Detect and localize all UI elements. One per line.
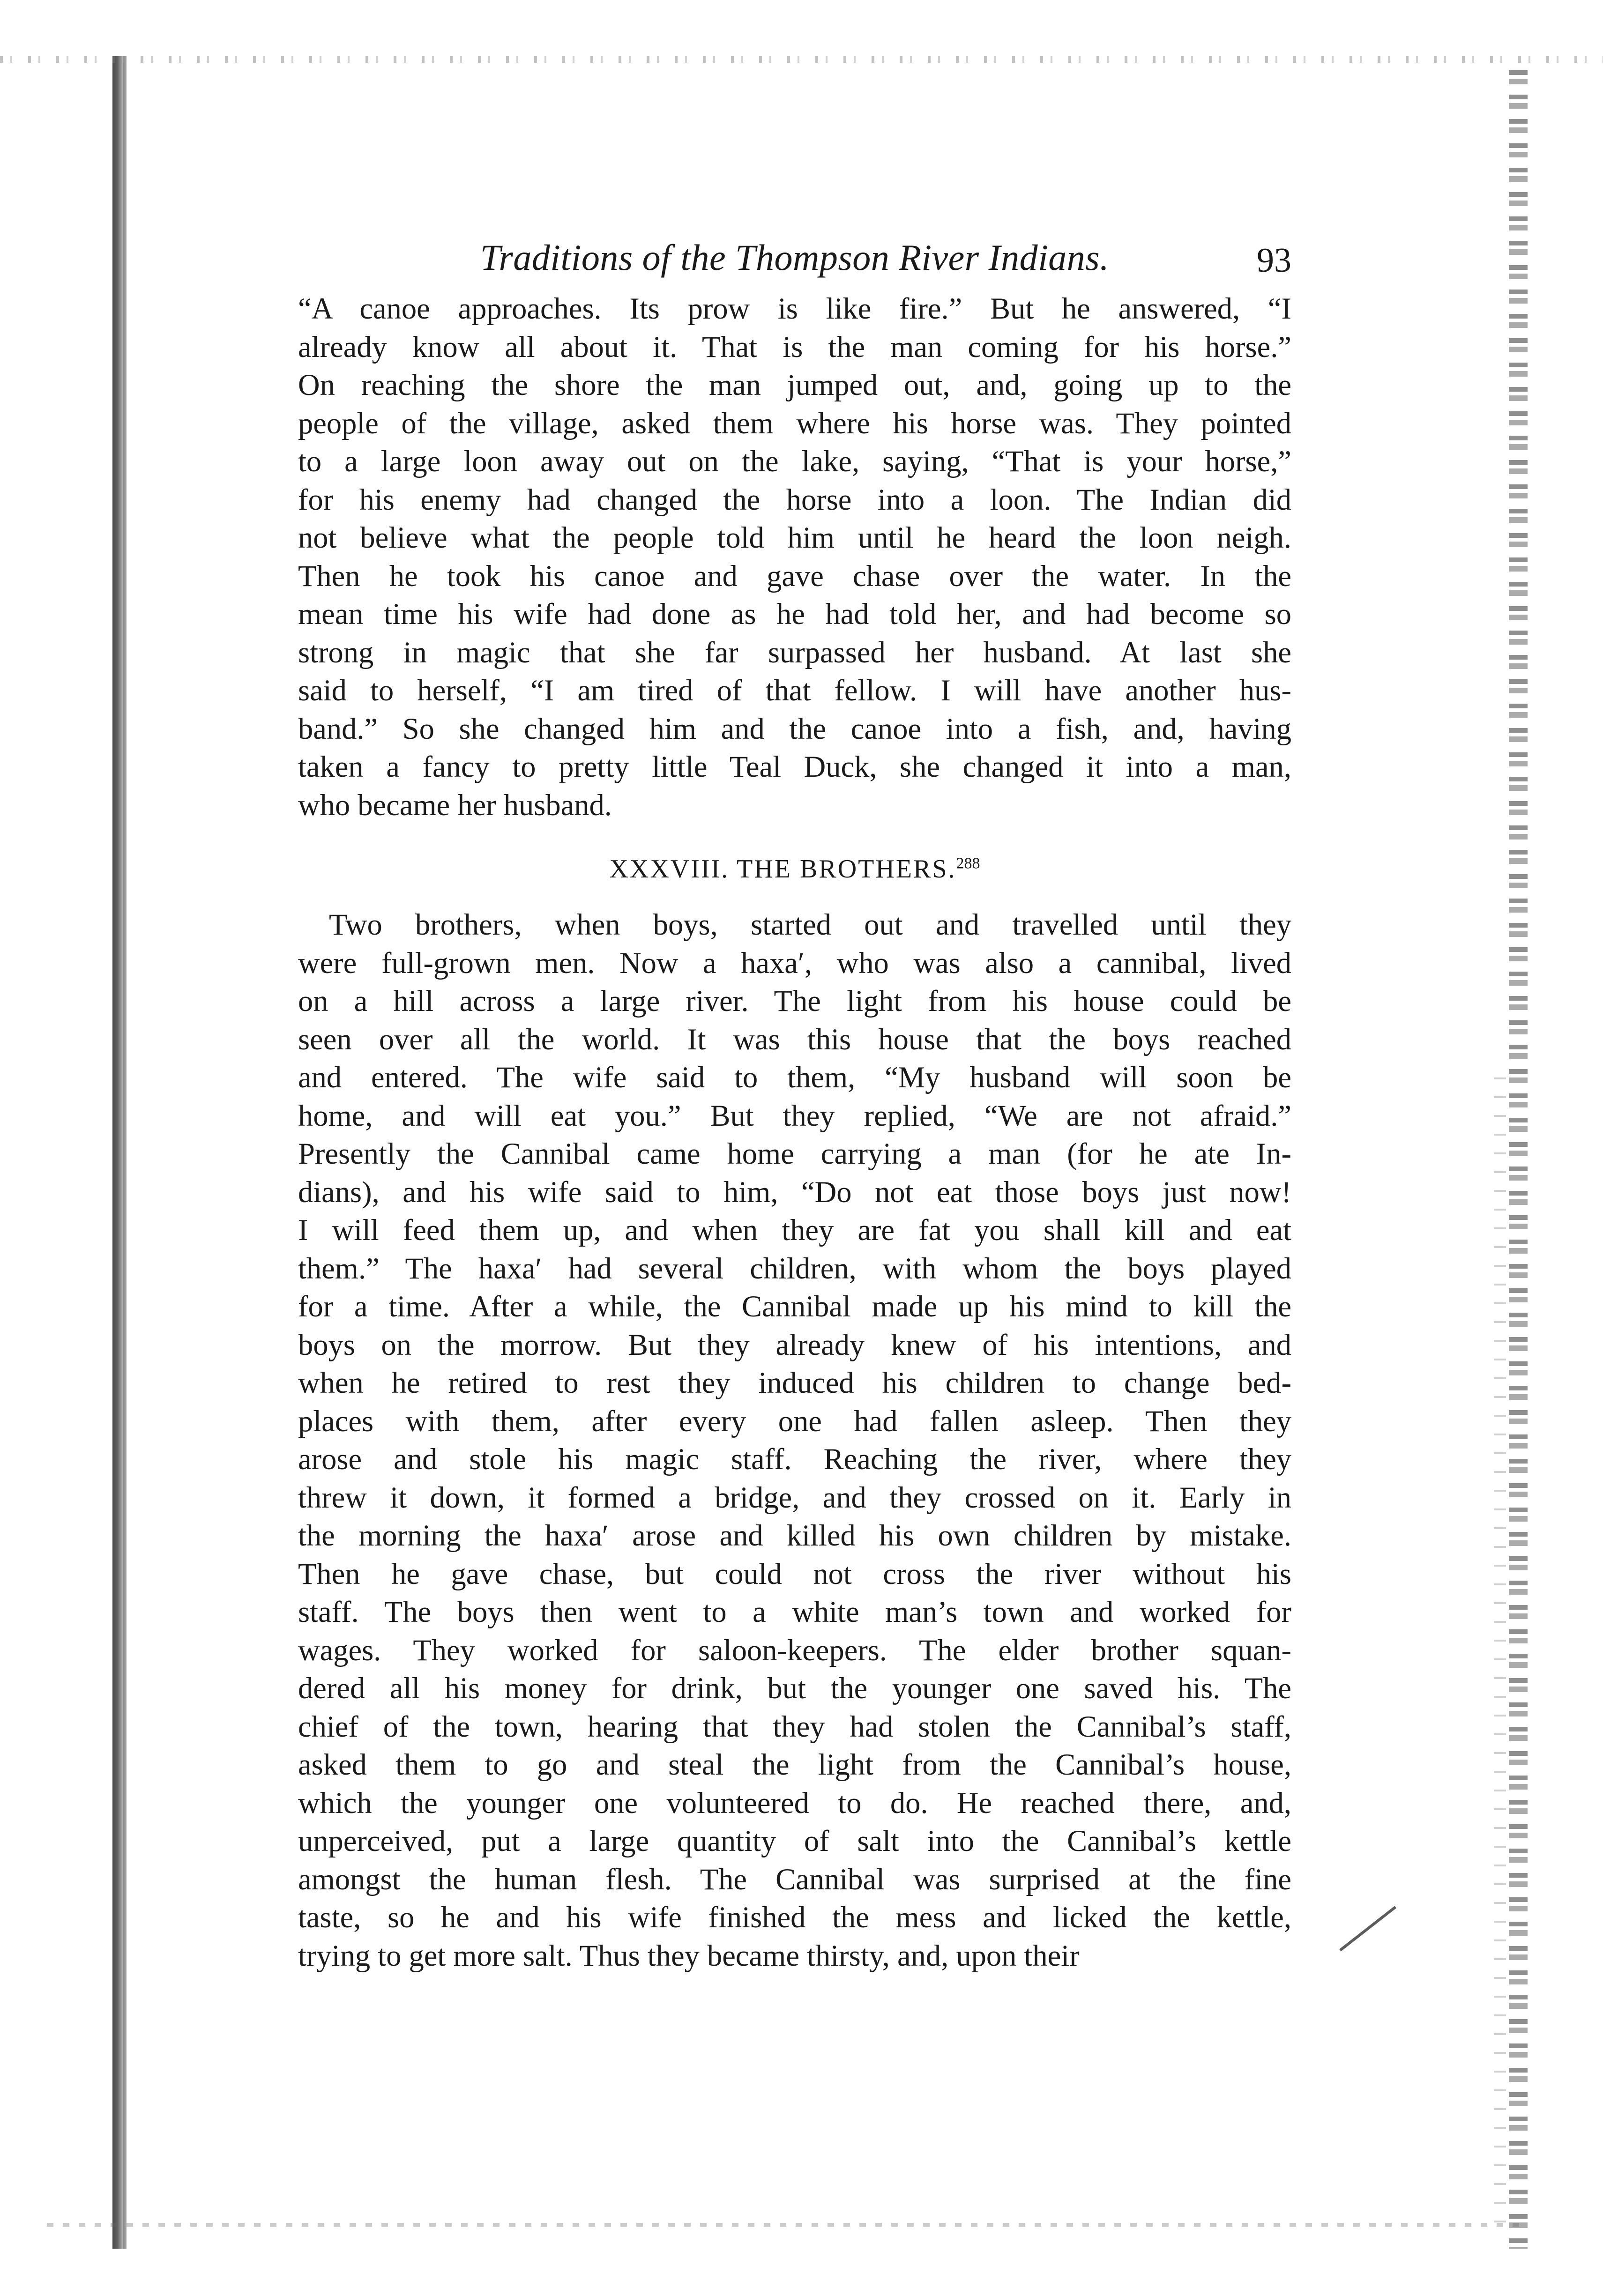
text-line: taken a fancy to pretty little Teal Duck, she changed it into a man,	[298, 750, 1291, 783]
text-line: not believe what the people told him until he heard the loon neigh.	[298, 521, 1291, 554]
text-line: arose and stole his magic staff. Reaching the river, where they	[298, 1442, 1291, 1476]
section-paragraph	[298, 906, 1291, 1975]
pencil-mark	[1339, 1906, 1396, 1951]
text-line: the morning the haxa′ arose and killed his own children by mistake.	[298, 1519, 1291, 1552]
text-line: unperceived, put a large quantity of salt into the Cannibal’s kettle	[298, 1824, 1291, 1858]
text-line: On reaching the shore the man jumped out, and, going up to the	[298, 368, 1291, 401]
section-title: XXXVIII. THE BROTHERS.	[609, 854, 956, 884]
text-line: which the younger one volunteered to do. He reached there, and,	[298, 1786, 1291, 1820]
text-line: who became her husband.	[298, 788, 612, 822]
binding-shadow-line	[123, 56, 127, 2249]
text-line: for a time. After a while, the Cannibal made up his mind to kill the	[298, 1290, 1291, 1323]
text-line: staff. The boys then went to a white man’s town and worked for	[298, 1595, 1291, 1628]
text-line: when he retired to rest they induced his children to change bed-	[298, 1366, 1291, 1399]
running-head	[298, 234, 1291, 287]
text-line: to a large loon away out on the lake, saying, “That is your horse,”	[298, 445, 1291, 478]
text-line: said to herself, “I am tired of that fellow. I will have another hus-	[298, 674, 1291, 707]
text-line: trying to get more salt. Thus they became thirsty, and, upon their	[298, 1939, 1080, 1972]
text-line: chief of the town, hearing that they had stolen the Cannibal’s staff,	[298, 1709, 1291, 1743]
text-line: mean time his wife had done as he had told her, and had become so	[298, 597, 1291, 631]
text-line: were full-grown men. Now a haxa′, who was also a cannibal, lived	[298, 946, 1291, 980]
continued-paragraph	[298, 290, 1291, 824]
text-line: “A canoe approaches. Its prow is like fire.” But he answered, “I	[298, 292, 1291, 325]
text-line: dians), and his wife said to him, “Do not eat those boys just now!	[298, 1175, 1291, 1209]
text-line: already know all about it. That is the man coming for his horse.”	[298, 330, 1291, 364]
book-page	[298, 234, 1291, 1975]
text-line: home, and will eat you.” But they replied, “We are not afraid.”	[298, 1099, 1291, 1132]
text-line: threw it down, it formed a bridge, and they crossed on it. Early in	[298, 1480, 1291, 1514]
bottom-scan-edge	[47, 2223, 1528, 2227]
text-line: boys on the morrow. But they already knew of his intentions, and	[298, 1328, 1291, 1361]
text-line: for his enemy had changed the horse into a loon. The Indian did	[298, 483, 1291, 516]
text-line: Presently the Cannibal came home carrying a man (for he ate In-	[298, 1137, 1291, 1170]
text-line: seen over all the world. It was this house that the boys reached	[298, 1022, 1291, 1056]
text-line: them.” The haxa′ had several children, with whom the boys played	[298, 1251, 1291, 1285]
text-line: band.” So she changed him and the canoe into a fish, and, having	[298, 712, 1291, 745]
right-scan-noise	[1494, 1077, 1506, 2225]
text-line: amongst the human flesh. The Cannibal was surprised at the fine	[298, 1862, 1291, 1896]
text-line: Then he gave chase, but could not cross the river without his	[298, 1557, 1291, 1590]
section-heading	[298, 850, 1291, 888]
text-line: Then he took his canoe and gave chase over the water. In the	[298, 559, 1291, 593]
text-line: I will feed them up, and when they are fat you shall kill and eat	[298, 1213, 1291, 1247]
text-line: taste, so he and his wife finished the mess and licked the kettle,	[298, 1901, 1291, 1934]
text-line: asked them to go and steal the light from the Cannibal’s house,	[298, 1748, 1291, 1781]
text-line: and entered. The wife said to them, “My husband will soon be	[298, 1061, 1291, 1094]
text-line: places with them, after every one had fallen asleep. Then they	[298, 1404, 1291, 1438]
running-title: Traditions of the Thompson River Indians.	[480, 237, 1110, 278]
text-line: wages. They worked for saloon-keepers. The elder brother squan-	[298, 1633, 1291, 1667]
text-line: Two brothers, when boys, started out and travelled until they	[329, 908, 1291, 941]
right-scan-edge	[1509, 70, 1528, 2249]
footnote-reference: 288	[956, 854, 980, 872]
page-number: 93	[1257, 241, 1291, 280]
text-line: strong in magic that she far surpassed her husband. At last she	[298, 635, 1291, 669]
top-scan-edge	[0, 56, 1603, 63]
text-line: people of the village, asked them where his horse was. They pointed	[298, 406, 1291, 440]
text-line: on a hill across a large river. The light from his house could be	[298, 984, 1291, 1018]
text-line: dered all his money for drink, but the younger one saved his. The	[298, 1672, 1291, 1705]
